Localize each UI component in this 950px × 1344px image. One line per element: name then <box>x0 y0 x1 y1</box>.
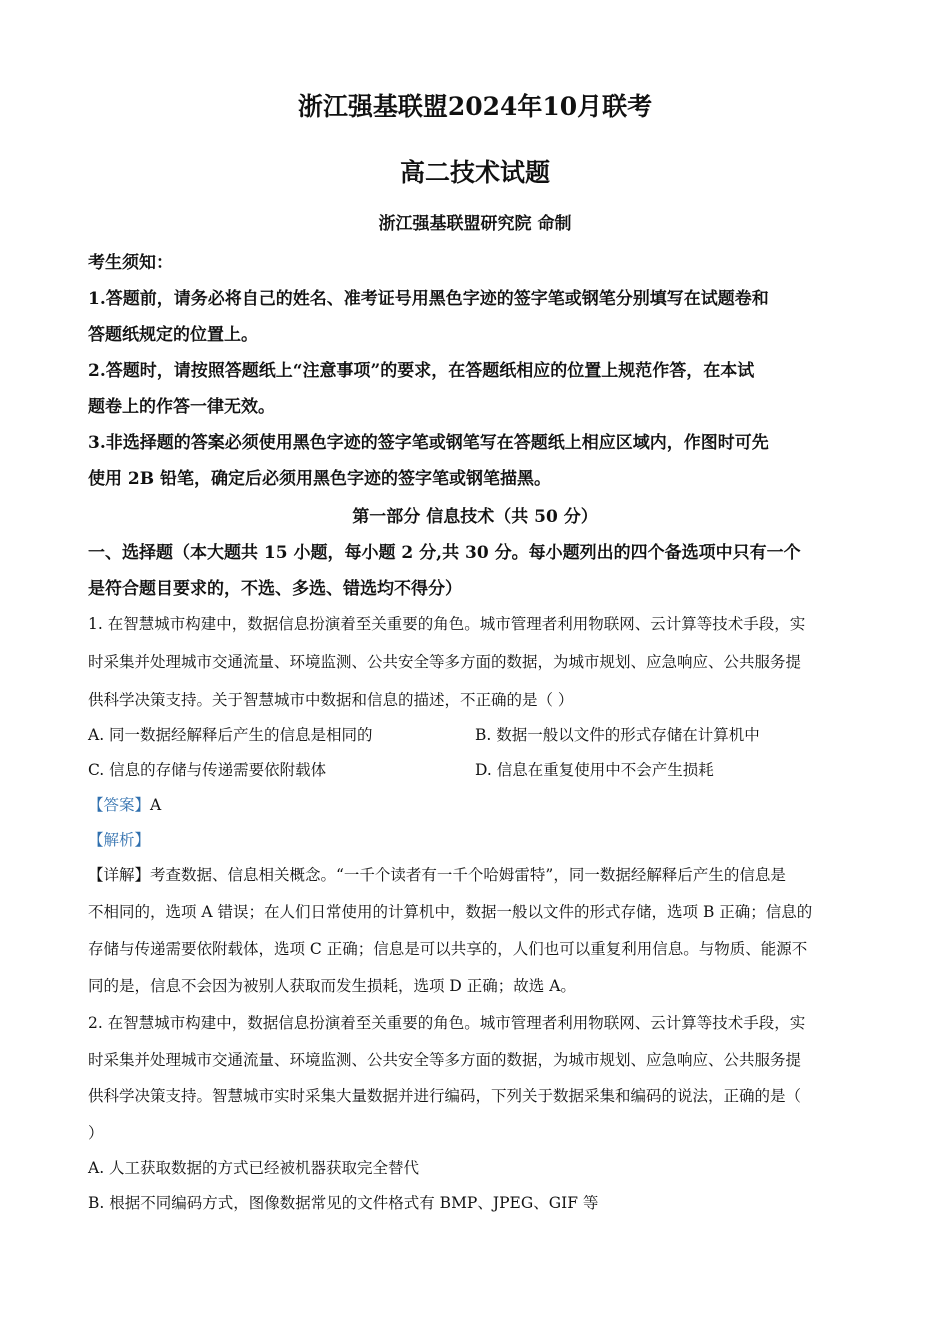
option-a: A. 人工获取数据的方式已经被机器获取完全替代 <box>88 1159 420 1177</box>
answer-tag: 【答案】 <box>88 796 151 814</box>
answer-line <box>88 793 863 815</box>
section-heading: 是符合题目要求的，不选、多选、错选均不得分） <box>88 579 462 599</box>
notice-line: 答题纸规定的位置上。 <box>88 325 258 345</box>
option-b: B. 根据不同编码方式，图像数据常见的文件格式有 BMP、JPEG、GIF 等 <box>88 1194 599 1212</box>
section-heading: 一、选择题（本大题共 15 小题，每小题 2 分,共 30 分。每小题列出的四个备选项中只有一个 <box>88 543 801 563</box>
option-a: A. 同一数据经解释后产生的信息是相同的 <box>88 726 373 744</box>
detail-line: 不相同的，选项 A 错误；在人们日常使用的计算机中，数据一般以文件的形式存储，选项 B 正确；信息的 <box>88 903 813 921</box>
notice-line: 3.非选择题的答案必须使用黑色字迹的签字笔或钢笔写在答题纸上相应区域内，作图时可先 <box>88 433 769 453</box>
notice-line: 2.答题时，请按照答题纸上“注意事项”的要求，在答题纸相应的位置上规范作答，在本试 <box>88 361 755 381</box>
analysis-tag: 【解析】 <box>88 831 151 849</box>
option-b: B. 数据一般以文件的形式存储在计算机中 <box>475 726 760 744</box>
notice-line: 1.答题前，请务必将自己的姓名、准考证号用黑色字迹的签字笔或钢笔分别填写在试题卷和 <box>88 289 769 309</box>
notice-line: 题卷上的作答一律无效。 <box>88 397 275 417</box>
answer-value: A <box>150 796 162 814</box>
detail-line: 存储与传递需要依附载体，选项 C 正确；信息是可以共享的，人们也可以重复利用信息。与物质、能源不 <box>88 940 808 958</box>
exam-title: 浙江强基联盟2024年10月联考 <box>297 92 653 121</box>
exam-subtitle: 高二技术试题 <box>399 158 550 187</box>
detail-line: 同的是，信息不会因为被别人获取而发生损耗，选项 D 正确；故选 A。 <box>88 977 576 995</box>
exam-issuer: 浙江强基联盟研究院 命制 <box>378 214 572 234</box>
option-c: C. 信息的存储与传递需要依附载体 <box>88 761 327 779</box>
question-stem-line: 2. 在智慧城市构建中，数据信息扮演着至关重要的角色。城市管理者利用物联网、云计算等技术手段，实 <box>88 1014 806 1032</box>
option-d: D. 信息在重复使用中不会产生损耗 <box>475 761 714 779</box>
question-stem-line: 时采集并处理城市交通流量、环境监测、公共安全等多方面的数据，为城市规划、应急响应、公共服务提 <box>88 653 802 671</box>
detail-line: 【详解】考查数据、信息相关概念。“一千个读者有一千个哈姆雷特”，同一数据经解释后产生的信息是 <box>88 866 786 884</box>
question-stem-line: 供科学决策支持。智慧城市实时采集大量数据并进行编码，下列关于数据采集和编码的说法，正确的是（ <box>88 1087 802 1105</box>
question-stem-line: 供科学决策支持。关于智慧城市中数据和信息的描述，不正确的是（ ） <box>88 691 574 709</box>
notice-line: 使用 2B 铅笔，确定后必须用黑色字迹的签字笔或钢笔描黑。 <box>88 469 552 489</box>
question-stem-line: 1. 在智慧城市构建中，数据信息扮演着至关重要的角色。城市管理者利用物联网、云计算等技术手段，实 <box>88 615 806 633</box>
part-title: 第一部分 信息技术（共 50 分） <box>352 507 598 527</box>
question-stem-line: 时采集并处理城市交通流量、环境监测、公共安全等多方面的数据，为城市规划、应急响应、公共服务提 <box>88 1051 802 1069</box>
notice-heading: 考生须知： <box>88 253 173 273</box>
question-stem-line: ） <box>88 1124 104 1142</box>
